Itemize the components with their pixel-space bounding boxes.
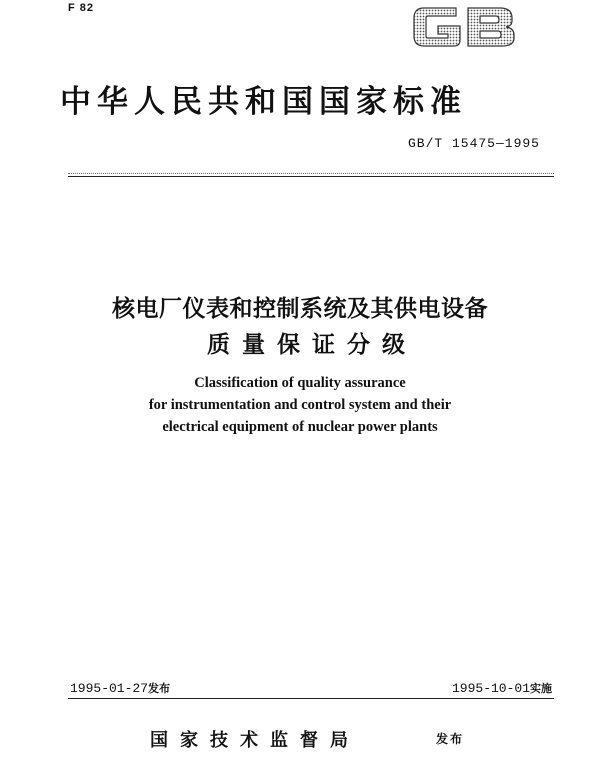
implementation-date-label: 实施 — [530, 682, 552, 695]
standard-number: GB/T 15475—1995 — [407, 136, 540, 151]
gb-logo — [410, 0, 520, 52]
header-divider-dotted — [68, 173, 554, 174]
publisher-action: 发布 — [436, 732, 465, 746]
issue-date-value: 1995-01-27 — [70, 681, 149, 696]
footer-divider — [68, 698, 554, 699]
issue-date-label: 发布 — [148, 682, 171, 695]
title-en-line3: electrical equipment of nuclear power plants — [162, 419, 438, 435]
title-zh-line2: 质量保证分级 — [207, 332, 417, 358]
standard-type-heading: 中华人民共和国国家标准 — [60, 84, 467, 120]
header-divider — [68, 176, 554, 177]
title-zh-line1: 核电厂仪表和控制系统及其供电设备 — [112, 296, 488, 322]
implementation-date-value: 1995-10-01 — [451, 681, 530, 696]
implementation-date — [452, 680, 552, 696]
classification-code: F 82 — [68, 2, 95, 14]
publisher-name: 国家技术监督局 — [150, 730, 360, 751]
issue-date — [70, 680, 170, 696]
title-en-line1: Classification of quality assurance — [194, 375, 406, 391]
title-en-line2: for instrumentation and control system and their — [148, 397, 452, 413]
